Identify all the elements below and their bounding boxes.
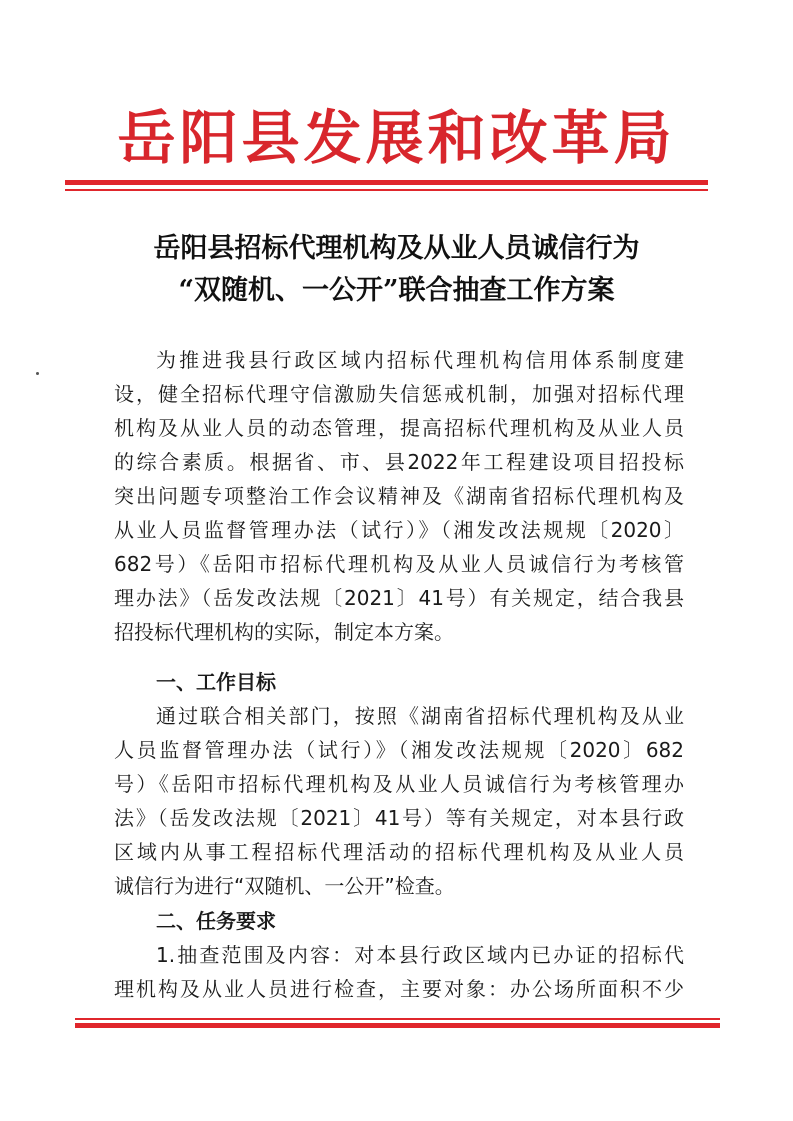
issuer-header: 岳阳县发展和改革局	[117, 104, 676, 172]
header-rule-thin	[65, 189, 708, 191]
paragraph-line: 诚信行为进行“双随机、一公开”检查。	[114, 874, 455, 898]
document-title-line-2: “双随机、一公开”联合抽查工作方案	[178, 275, 615, 306]
paragraph-line: 招投标代理机构的实际，制定本方案。	[114, 620, 454, 644]
paragraph-line: 通过联合相关部门，按照《湖南省招标代理机构及从业	[156, 704, 684, 728]
section-heading-goals: 一、工作目标	[156, 670, 276, 694]
paragraph-line: 682号）《岳阳市招标代理机构及从业人员诚信行为考核管	[114, 552, 684, 576]
scan-speck	[36, 372, 39, 375]
section-heading-requirements: 二、任务要求	[156, 909, 276, 933]
paragraph-line: 人员监督管理办法（试行）》（湘发改法规规〔2020〕682	[114, 738, 684, 762]
paragraph-line: 设，健全招标代理守信激励失信惩戒机制，加强对招标代理	[114, 382, 684, 406]
goals-paragraph	[114, 699, 684, 903]
paragraph-line: 号）《岳阳市招标代理机构及从业人员诚信行为考核管理办	[114, 772, 684, 796]
paragraph-line: 从业人员监督管理办法（试行）》（湘发改法规规〔2020〕	[114, 518, 684, 542]
intro-paragraph	[114, 343, 684, 649]
paragraph-line: 突出问题专项整治工作会议精神及《湖南省招标代理机构及	[114, 484, 684, 508]
paragraph-line: 理办法》（岳发改法规〔2021〕41号）有关规定，结合我县	[114, 586, 684, 610]
paragraph-line: 为推进我县行政区域内招标代理机构信用体系制度建	[156, 348, 684, 372]
footer-rule-thick	[75, 1023, 720, 1028]
paragraph-line: 机构及从业人员的动态管理，提高招标代理机构及从业人员	[114, 416, 684, 440]
header-rule-thick	[65, 180, 708, 185]
footer-rule-thin	[75, 1018, 720, 1020]
paragraph-line: 的综合素质。根据省、市、县2022年工程建设项目招投标	[114, 450, 684, 474]
paragraph-line: 区域内从事工程招标代理活动的招标代理机构及从业人员	[114, 840, 684, 864]
requirements-paragraph	[114, 938, 684, 1006]
paragraph-line: 理机构及从业人员进行检查，主要对象：办公场所面积不少	[114, 977, 684, 1001]
document-title-line-1: 岳阳县招标代理机构及从业人员诚信行为	[153, 233, 640, 264]
paragraph-line: 1.抽查范围及内容：对本县行政区域内已办证的招标代	[156, 943, 684, 967]
paragraph-line: 法》（岳发改法规〔2021〕41号）等有关规定，对本县行政	[114, 806, 684, 830]
